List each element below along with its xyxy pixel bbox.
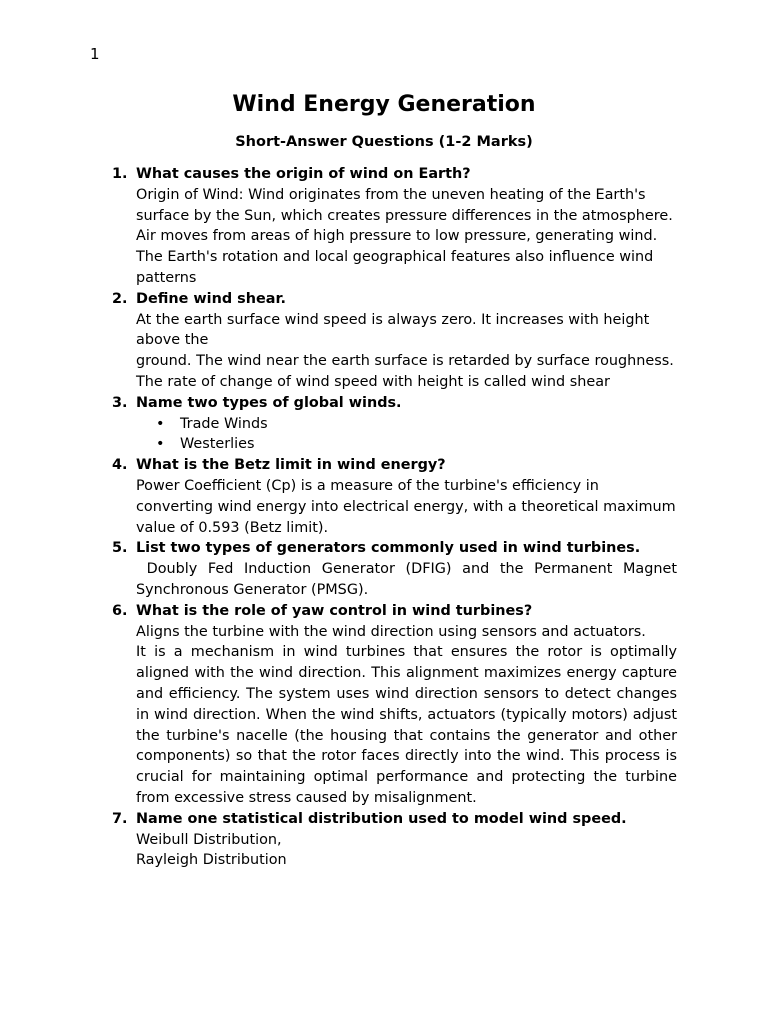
answer-bullet-list <box>136 414 677 456</box>
answer-text: At the earth surface wind speed is always zero. It increases with height above the <box>136 311 650 349</box>
question-text: List two types of generators commonly used in wind turbines. <box>136 540 641 557</box>
question-list <box>112 164 677 871</box>
question-3 <box>112 393 677 455</box>
question-number: 6. <box>112 602 128 619</box>
section-subtitle: Short-Answer Questions (1-2 Marks) <box>235 134 533 150</box>
question-number: 4. <box>112 457 128 474</box>
answer-text: Aligns the turbine with the wind direction using sensors and actuators. <box>136 623 646 640</box>
question-number: 2. <box>112 290 128 307</box>
question-number: 1. <box>112 166 128 182</box>
answer-text: Weibull Distribution, <box>136 831 282 848</box>
question-number: 5. <box>112 540 128 557</box>
answer-text: Doubly Fed Induction Generator (DFIG) and the Permanent Magnet Synchronous Generator (PMSG). <box>136 561 677 598</box>
question-text: Name two types of global winds. <box>136 394 402 411</box>
document-title: Wind Energy Generation <box>232 92 536 117</box>
answer-text: It is a mechanism in wind turbines that ensures the rotor is optimally aligned with the wind direction. This alignment maximizes energy capture and efficiency. The system uses wind direction sensors to detect changes in wind direction. When the wind shifts, actuators (typically motors) adjust the turbine's nacelle (the housing that contains the generator and other components) so that the rotor faces directly into the wind. This process is crucial for maintaining optimal performance and protecting the turbine from excessive stress caused by misalignment. <box>136 644 677 806</box>
question-5 <box>112 538 677 600</box>
answer-text: Origin of Wind: Wind originates from the uneven heating of the Earth's surface by the Sun, which creates pressure differences in the atmosphere. Air moves from areas of high pressure to low pressure, generating wind. The Earth's rotation and local geographical features also influence wind patterns <box>136 186 673 286</box>
answer-text: Rayleigh Distribution <box>136 852 287 869</box>
question-6 <box>112 601 677 809</box>
question-number: 3. <box>112 394 128 411</box>
question-text: What causes the origin of wind on Earth? <box>136 166 471 182</box>
bullet-item: • Westerlies <box>136 434 677 455</box>
question-text: What is the role of yaw control in wind turbines? <box>136 602 533 619</box>
question-7 <box>112 809 677 871</box>
question-text: Name one statistical distribution used to model wind speed. <box>136 810 627 827</box>
question-4 <box>112 455 677 538</box>
answer-text: ground. The wind near the earth surface is retarded by surface roughness. The rate of change of wind speed with height is called wind shear <box>136 353 674 390</box>
answer-text: Power Coefficient (Cp) is a measure of the turbine's efficiency in converting wind energy into electrical energy, with a theoretical maximum value of 0.593 (Betz limit). <box>136 477 676 536</box>
question-number: 7. <box>112 810 128 827</box>
page-number: 1 <box>90 45 100 63</box>
question-2 <box>112 289 677 393</box>
question-1 <box>112 164 677 289</box>
bullet-item: • Trade Winds <box>136 414 677 435</box>
question-text: What is the Betz limit in wind energy? <box>136 457 446 474</box>
question-text: Define wind shear. <box>136 290 286 307</box>
